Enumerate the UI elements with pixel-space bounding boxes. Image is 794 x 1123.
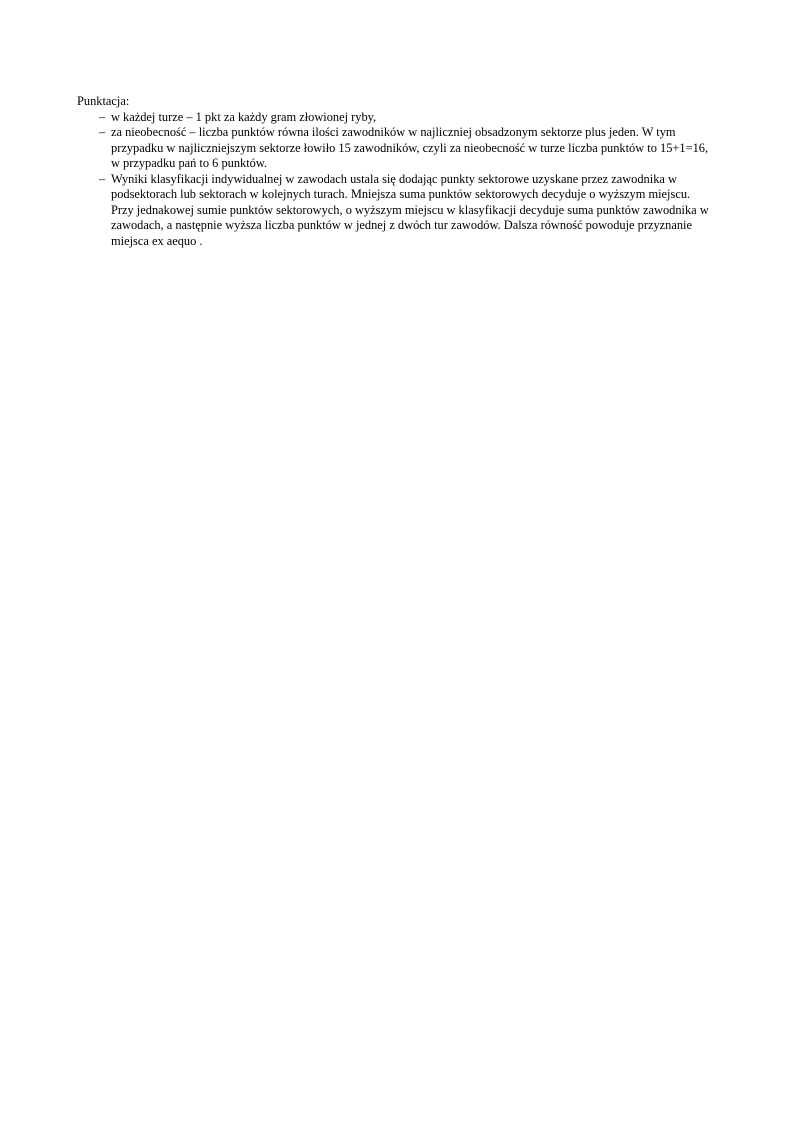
dash-bullet-icon: – — [99, 125, 106, 139]
dash-bullet-icon: – — [99, 171, 106, 186]
list-item — [77, 125, 717, 172]
list-item-text: Wyniki klasyfikacji indywidualnej w zawodach ustala się dodając punkty sektorowe uzyskane przez zawodnika w podsektorach lub sektorach w kolejnych turach. Mniejsza suma punktów sektorowych decyduje o wyższym miejscu. Przy jednakowej sumie punktów sektorowych, o wyższym miejscu w klasyfikacji decyduje suma punktów zawodnika w zawodach, a następnie wyższa liczba punktów w jednej z dwóch tur zawodów. Dalsza równość powoduje przyznanie miejsca ex aequo . — [111, 171, 709, 248]
list-item-text: za nieobecność – liczba punktów równa ilości zawodników w najliczniej obsadzonym sektorze plus jeden. W tym przypadku w najliczniejszym sektorze łowiło 15 zawodników, czyli za nieobecność w turze liczba punktów to 15+1=16, w przypadku pań to 6 punktów. — [111, 125, 709, 170]
list-item — [77, 172, 717, 250]
scoring-rules-list — [77, 110, 717, 250]
section-heading: Punktacja: — [77, 94, 130, 108]
list-item — [77, 110, 717, 126]
document-body — [77, 94, 717, 249]
dash-bullet-icon: – — [99, 109, 106, 124]
list-item-text: w każdej turze – 1 pkt za każdy gram złowionej ryby, — [111, 109, 377, 124]
